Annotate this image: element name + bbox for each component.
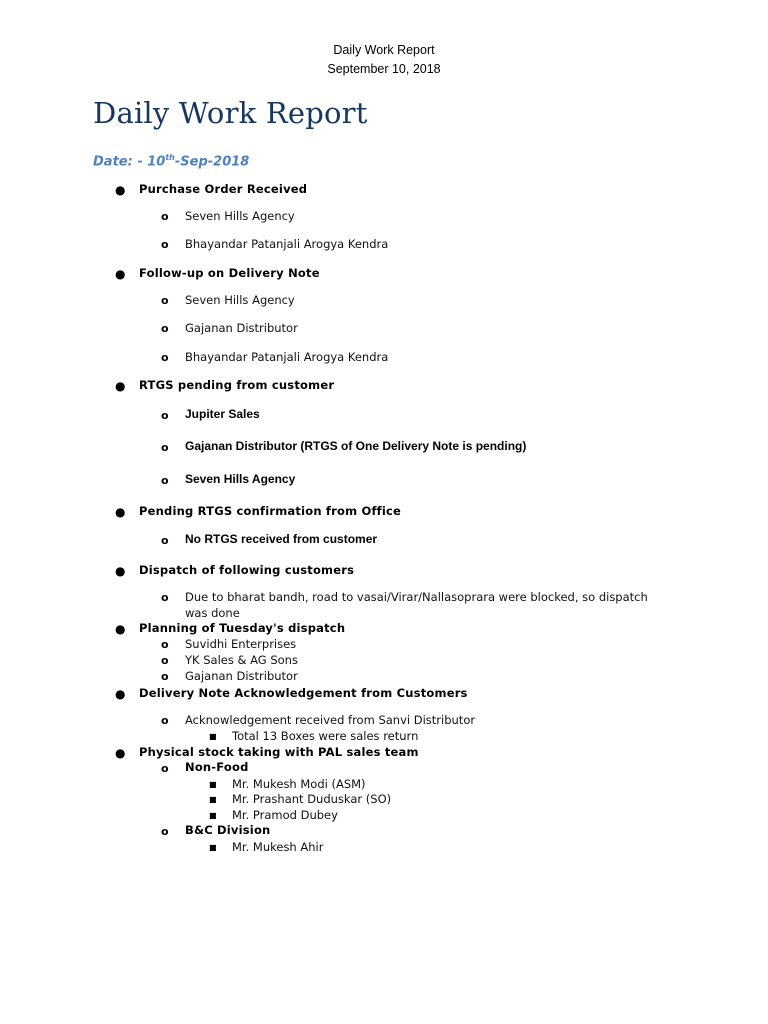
list-item: Suvidhi Enterprises bbox=[185, 637, 297, 651]
bullet-icon: ● bbox=[115, 564, 126, 578]
bullet-icon: ● bbox=[115, 379, 126, 393]
section-physical-stock: Physical stock taking with PAL sales team bbox=[139, 745, 419, 759]
list-item: Gajanan Distributor (RTGS of One Delivery Note is pending) bbox=[185, 439, 527, 453]
section-planning: Planning of Tuesday's dispatch bbox=[139, 621, 346, 635]
section-acknowledgement: Delivery Note Acknowledgement from Customers bbox=[139, 686, 468, 700]
section-dispatch: Dispatch of following customers bbox=[139, 563, 355, 577]
circle-bullet-icon: o bbox=[161, 534, 169, 547]
circle-bullet-icon: o bbox=[161, 238, 169, 251]
list-subitem: Mr. Mukesh Modi (ASM) bbox=[232, 777, 366, 791]
bullet-icon: ● bbox=[115, 267, 126, 281]
page-title: Daily Work Report bbox=[93, 96, 368, 130]
section-purchase-order: Purchase Order Received bbox=[139, 182, 308, 196]
list-item: Gajanan Distributor bbox=[185, 321, 298, 335]
header-title: Daily Work Report bbox=[333, 43, 435, 57]
circle-bullet-icon: o bbox=[161, 474, 169, 487]
circle-bullet-icon: o bbox=[161, 638, 169, 651]
list-item: Seven Hills Agency bbox=[185, 209, 295, 223]
circle-bullet-icon: o bbox=[161, 351, 169, 364]
list-item: Gajanan Distributor bbox=[185, 669, 298, 683]
circle-bullet-icon: o bbox=[161, 409, 169, 422]
list-item: No RTGS received from customer bbox=[185, 532, 378, 546]
square-bullet-icon: ■ bbox=[209, 732, 217, 741]
header-date: September 10, 2018 bbox=[327, 62, 441, 76]
list-item-continuation: was done bbox=[185, 606, 240, 620]
square-bullet-icon: ■ bbox=[209, 843, 217, 852]
list-subitem: Mr. Prashant Duduskar (SO) bbox=[232, 792, 392, 806]
circle-bullet-icon: o bbox=[161, 210, 169, 223]
circle-bullet-icon: o bbox=[161, 762, 169, 775]
list-item: Due to bharat bandh, road to vasai/Virar/Nallasoprara were blocked, so dispatch bbox=[185, 590, 648, 604]
list-item: Acknowledgement received from Sanvi Distributor bbox=[185, 713, 476, 727]
circle-bullet-icon: o bbox=[161, 670, 169, 683]
list-item: YK Sales & AG Sons bbox=[185, 653, 298, 667]
circle-bullet-icon: o bbox=[161, 441, 169, 454]
square-bullet-icon: ■ bbox=[209, 780, 217, 789]
subsection-non-food: Non-Food bbox=[185, 760, 249, 774]
subsection-bnc-division: B&C Division bbox=[185, 823, 271, 837]
list-item: Bhayandar Patanjali Arogya Kendra bbox=[185, 237, 389, 251]
report-date: Date: - 10th-Sep-2018 bbox=[93, 153, 250, 170]
section-pending-confirmation: Pending RTGS confirmation from Office bbox=[139, 504, 402, 518]
list-item: Jupiter Sales bbox=[185, 407, 260, 421]
circle-bullet-icon: o bbox=[161, 714, 169, 727]
list-item: Seven Hills Agency bbox=[185, 293, 295, 307]
bullet-icon: ● bbox=[115, 622, 126, 636]
section-followup: Follow-up on Delivery Note bbox=[139, 266, 320, 280]
bullet-icon: ● bbox=[115, 183, 126, 197]
circle-bullet-icon: o bbox=[161, 654, 169, 667]
square-bullet-icon: ■ bbox=[209, 811, 217, 820]
list-item: Seven Hills Agency bbox=[185, 472, 296, 486]
list-subitem: Mr. Mukesh Ahir bbox=[232, 840, 324, 854]
list-subitem: Total 13 Boxes were sales return bbox=[232, 729, 419, 743]
bullet-icon: ● bbox=[115, 687, 126, 701]
square-bullet-icon: ■ bbox=[209, 795, 217, 804]
bullet-icon: ● bbox=[115, 746, 126, 760]
circle-bullet-icon: o bbox=[161, 322, 169, 335]
circle-bullet-icon: o bbox=[161, 294, 169, 307]
circle-bullet-icon: o bbox=[161, 825, 169, 838]
circle-bullet-icon: o bbox=[161, 591, 169, 604]
section-rtgs-pending: RTGS pending from customer bbox=[139, 378, 335, 392]
bullet-icon: ● bbox=[115, 505, 126, 519]
list-item: Bhayandar Patanjali Arogya Kendra bbox=[185, 350, 389, 364]
list-subitem: Mr. Pramod Dubey bbox=[232, 808, 338, 822]
